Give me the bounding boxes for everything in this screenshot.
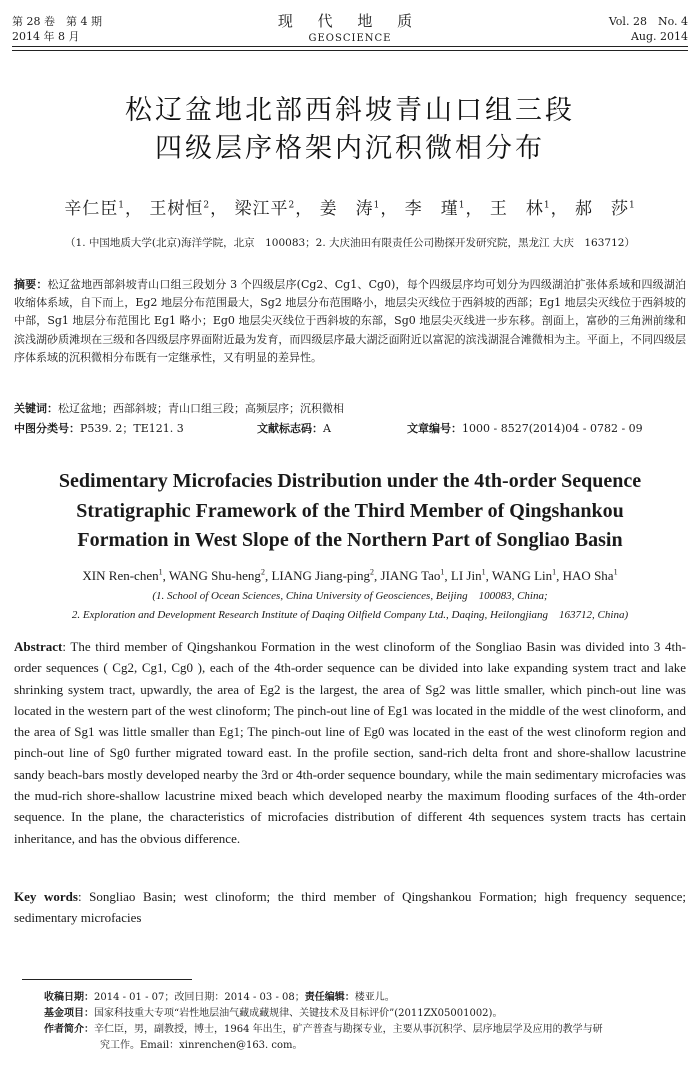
author-cn: 郝 莎$^1$ xyxy=(575,199,636,219)
header-rule-thick xyxy=(12,46,688,47)
journal-name-cn: 现 代 地 质 xyxy=(277,12,423,30)
keywords-cn-text: 松辽盆地；西部斜坡；青山口组三段；高频层序；沉积微相 xyxy=(58,402,344,415)
clc-number: 中图分类号：P539. 2；TE121. 3 xyxy=(14,422,184,435)
author-en: HAO Sha$^1$ xyxy=(562,568,618,584)
journal-name-en: GEOSCIENCE xyxy=(308,33,392,44)
affiliation-en-line2: 2. Exploration and Development Research Institute of Daqing Oilfield Company Ltd., Daqing, Heilongjiang 163712, China) xyxy=(71,609,629,621)
title-cn xyxy=(0,92,700,168)
author-en: XIN Ren-chen$^1$ xyxy=(82,568,163,584)
author-en: JIANG Tao$^1$ xyxy=(380,568,445,584)
title-cn-line2: 四级层序格架内沉积微相分布 xyxy=(155,133,545,164)
header-volume-info-en xyxy=(609,14,688,44)
keywords-en-text: : Songliao Basin; west clinoform; the third member of Qingshankou Formation; high frequency sequence; sedimentary microfacies xyxy=(14,889,686,926)
footnote-received: 收稿日期：2014 - 01 - 07；改回日期：2014 - 03 - 08；责任编辑：楼亚儿。 xyxy=(44,992,395,1003)
author-cn: 姜 涛$^1$ xyxy=(319,199,381,219)
keywords-cn-label: 关键词： xyxy=(14,402,58,415)
title-en xyxy=(0,467,700,556)
authors-cn: 辛仁臣$^1$， 王树恒$^2$， 梁江平$^2$， 姜 涛$^1$， 李 瑾$^1$， 王 林$^1$， 郝 莎$^1$ xyxy=(64,199,636,219)
title-cn-line1: 松辽盆地北部西斜坡青山口组三段 xyxy=(125,95,575,126)
title-en-line3: Formation in West Slope of the Northern Part of Songliao Basin xyxy=(77,529,623,551)
author-en: LI Jin$^1$ xyxy=(450,568,486,584)
article-number: 文章编号：1000 - 8527(2014)04 - 0782 - 09 xyxy=(407,422,643,435)
abstract-en-text: : The third member of Qingshankou Formation in the west clinoform of the Songliao Basin was divided into 3 4th-order sequences ( Cg2, Cg1, Cg0 ), each of the 4th-order sequence can be divided into lake expanding system tract and lake shrinking system tract, upwardly, the area of Eg2 is the largest, the area of Sg2 was little smaller, which pinch-out line was located in the western part of the west clinoform; The pinch-out line of Eg1 was located in the middle of the west clinoform, and the area of Sg1 was little smaller than Eg1; The pinch-out line of Eg0 was located in the east of the west clinoform region and pinch-out line of Sg0 further migrated toward east. In the profile section, sand-rich delta front and shore-shallow lacustrine sandy beach-bars mostly developed nearby the 3rd or 4th-order sequence boundary, while the main sedimentary microfacies was the mud-rich shore-shallow lacustrine mixed beach which developed nearby the maximum flooding surfaces of the 4th-order sequence. In the plane, the characteristics of microfacies distribution of different 4th sequences system tracts has certain inheritance, and has the obvious difference. xyxy=(14,639,686,846)
affiliation-en xyxy=(0,587,700,625)
title-en-line1: Sedimentary Microfacies Distribution under the 4th-order Sequence xyxy=(58,470,642,492)
footnote-fund: 基金项目：国家科技重大专项“岩性地层油气藏成藏规律、关键技术及目标评价”(2011ZX05001002)。 xyxy=(44,1008,503,1019)
classification-row xyxy=(14,421,686,437)
footnote-rule xyxy=(22,979,192,980)
author-cn: 王 林$^1$ xyxy=(489,199,551,219)
author-en: WANG Shu-heng$^2$ xyxy=(168,568,265,584)
footnote-author-bio: 作者简介：辛仁臣，男，副教授，博士，1964 年出生，矿产普查与勘探专业，主要从事沉积学、层序地层学及应用的教学与研 究工作。Email：xinrenchen@163. com。 xyxy=(44,1024,603,1051)
abstract-cn-label: 摘要： xyxy=(14,278,48,291)
keywords-en-label: Key words xyxy=(14,889,78,904)
header-volume-en: Vol. 28 No. 4 xyxy=(608,15,688,28)
author-en: LIANG Jiang-ping$^2$ xyxy=(271,568,375,584)
author-en: WANG Lin$^1$ xyxy=(491,568,557,584)
keywords-en xyxy=(14,886,686,929)
header-date-en: Aug. 2014 xyxy=(630,30,688,43)
author-cn: 辛仁臣$^1$ xyxy=(64,199,125,219)
affiliation-en-line1: (1. School of Ocean Sciences, China University of Geosciences, Beijing 100083, China; xyxy=(152,590,548,602)
header-date-cn: 2014 年 8 月 xyxy=(12,30,80,43)
author-cn: 李 瑾$^1$ xyxy=(404,199,466,219)
author-cn: 梁江平$^2$ xyxy=(234,199,296,219)
document-code: 文献标志码：A xyxy=(257,422,331,435)
abstract-cn-text: 松辽盆地西部斜坡青山口组三段划分 3 个四级层序(Cg2、Cg1、Cg0)，每个四级层序均可划分为四级湖泊扩张体系域和四级湖泊收缩体系域，自下而上，Eg2 地层分布范围最大，Sg2 地层分布范围略小，地层尖灭线位于西斜坡的西部；Eg1 地层尖灭线位于西斜坡的中部，Sg1 地层分布范围比 Eg1 略小；Eg0 地层尖灭线位于西斜坡的东部，Sg0 地层尖灭线进一步东移。剖面上，富砂的三角洲前缘和滨浅湖砂质滩坝在三级和各四级层序界面附近最为发育，而四级层序最大湖泛面附近以富泥的滨浅湖混合滩微相为主。平面上，不同四级层序体系域的沉积微相分布既有一定继承性，又有明显的差异性。 xyxy=(14,278,686,364)
author-cn: 王树恒$^2$ xyxy=(149,199,211,219)
abstract-en xyxy=(14,636,686,849)
header-volume-cn: 第 28 卷 第 4 期 xyxy=(12,15,102,28)
abstract-cn xyxy=(14,276,686,367)
header-rule-thin xyxy=(12,50,688,51)
affiliation-cn: （1. 中国地质大学(北京)海洋学院，北京 100083；2. 大庆油田有限责任公司勘探开发研究院，黑龙江 大庆 163712） xyxy=(65,237,635,249)
authors-en: XIN Ren-chen$^1$, WANG Shu-heng$^2$, LIANG Jiang-ping$^2$, JIANG Tao$^1$, LI Jin$^1$, WANG Lin$^1$, HAO Sha$^1$ xyxy=(82,568,618,584)
keywords-cn xyxy=(14,401,686,417)
abstract-en-label: Abstract xyxy=(14,639,63,654)
journal-masthead xyxy=(0,12,700,45)
title-en-line2: Stratigraphic Framework of the Third Member of Qingshankou xyxy=(76,499,624,522)
